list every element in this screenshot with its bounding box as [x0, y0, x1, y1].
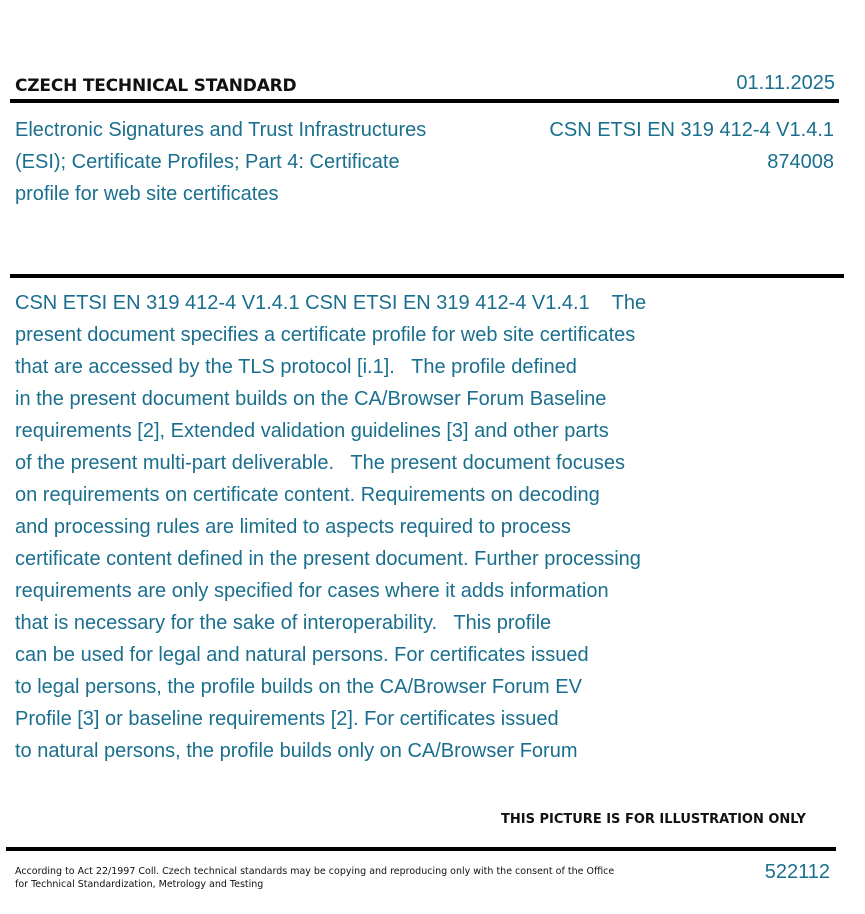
abstract-line: requirements [2], Extended validation guidelines [3] and other parts: [15, 420, 609, 442]
abstract-line: present document specifies a certificate profile for web site certificates: [15, 324, 636, 346]
abstract-line: on requirements on certificate content. Requirements on decoding: [15, 484, 600, 506]
abstract-text: [15, 287, 705, 767]
abstract-line: requirements are only specified for cases where it adds information: [15, 580, 609, 602]
abstract-line: CSN ETSI EN 319 412-4 V1.4.1 CSN ETSI EN 319 412-4 V1.4.1 The: [15, 292, 647, 314]
catalog-number: 874008: [767, 151, 834, 173]
header-label: CZECH TECHNICAL STANDARD: [15, 76, 297, 96]
abstract-line: certificate content defined in the present document. Further processing: [15, 548, 641, 570]
abstract-line: Profile [3] or baseline requirements [2]. For certificates issued: [15, 708, 559, 730]
document-designation: CSN ETSI EN 319 412-4 V1.4.1: [549, 119, 834, 141]
abstract-line: of the present multi-part deliverable. The present document focuses: [15, 452, 625, 474]
document-title: [15, 114, 485, 210]
footer-code: 522112: [764, 861, 830, 883]
document-identifier: [549, 114, 834, 178]
abstract-line: in the present document builds on the CA/Browser Forum Baseline: [15, 388, 607, 410]
title-line: profile for web site certificates: [15, 183, 279, 205]
legal-line: for Technical Standardization, Metrology and Testing: [15, 879, 264, 890]
top-rule: [10, 99, 839, 103]
abstract-line: that are accessed by the TLS protocol [i.1]. The profile defined: [15, 356, 577, 378]
bottom-rule: [6, 847, 836, 851]
abstract-line: that is necessary for the sake of interoperability. This profile: [15, 612, 552, 634]
title-line: Electronic Signatures and Trust Infrastructures: [15, 119, 427, 141]
abstract-line: to natural persons, the profile builds only on CA/Browser Forum: [15, 740, 578, 762]
illustration-note: THIS PICTURE IS FOR ILLUSTRATION ONLY: [501, 812, 806, 827]
abstract-line: and processing rules are limited to aspects required to process: [15, 516, 571, 538]
legal-line: According to Act 22/1997 Coll. Czech technical standards may be copying and reproducing only with the consent of the Office: [15, 866, 615, 877]
title-line: (ESI); Certificate Profiles; Part 4: Certificate: [15, 151, 400, 173]
legal-notice: [15, 865, 615, 891]
abstract-line: can be used for legal and natural persons. For certificates issued: [15, 644, 589, 666]
abstract-line: to legal persons, the profile builds on the CA/Browser Forum EV: [15, 676, 582, 698]
header-date: 01.11.2025: [736, 72, 835, 94]
middle-rule: [10, 274, 844, 278]
